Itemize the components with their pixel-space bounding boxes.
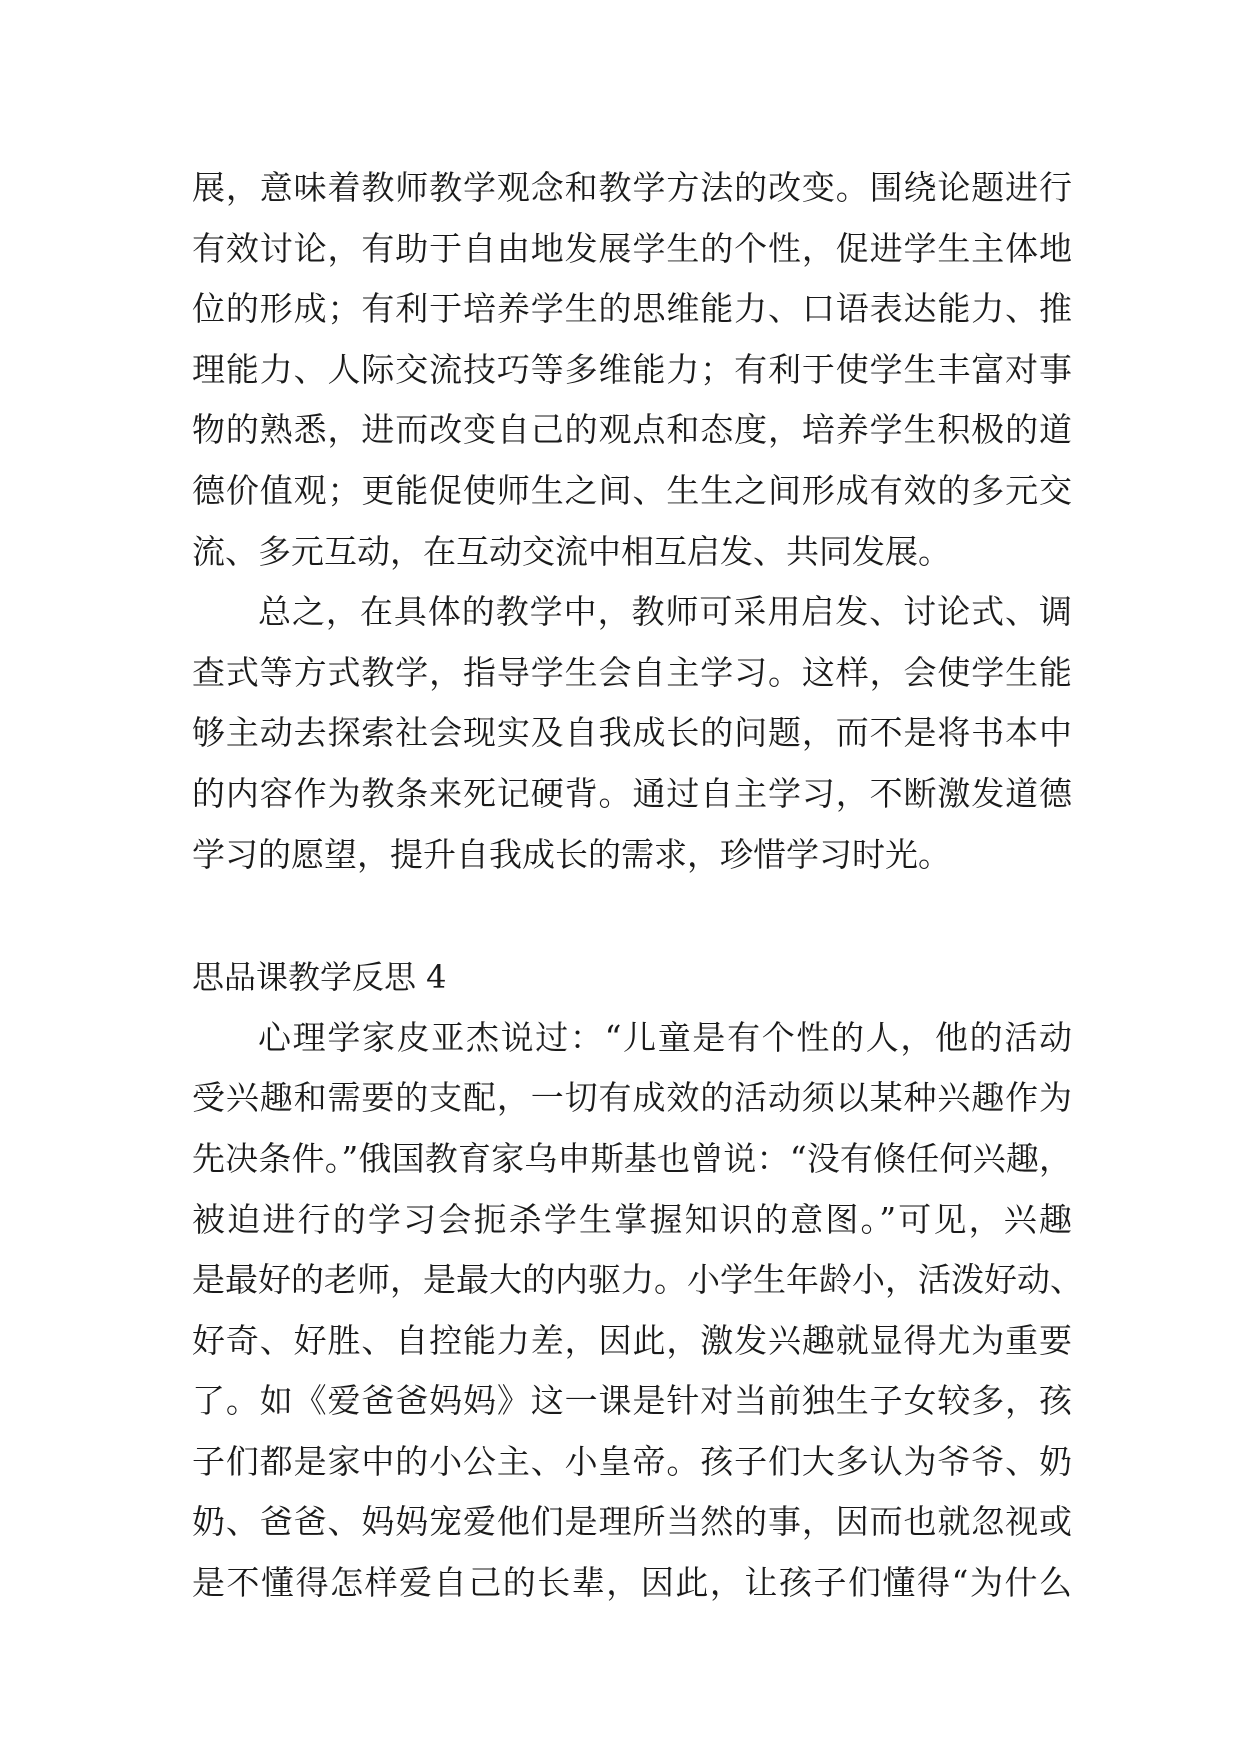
text-line: 心理学家皮亚杰说过：“儿童是有个性的人，他的活动 — [258, 1017, 1072, 1057]
text-line: 先决条件。”俄国教育家乌申斯基也曾说：“没有倏任何兴趣， — [192, 1138, 1072, 1178]
section-heading: 思品课教学反思 4 — [192, 958, 447, 997]
text-line: 有效讨论，有助于自由地发展学生的个性，促进学生主体地 — [192, 228, 1072, 268]
text-line: 德价值观；更能促使师生之间、生生之间形成有效的多元交 — [192, 470, 1072, 510]
text-line: 物的熟悉，进而改变自己的观点和态度，培养学生积极的道 — [192, 410, 1072, 450]
text-line: 总之，在具体的教学中，教师可采用启发、讨论式、调 — [258, 592, 1072, 632]
text-line: 好奇、好胜、自控能力差，因此，激发兴趣就显得尤为重要 — [192, 1320, 1072, 1360]
text-line: 查式等方式教学，指导学生会自主学习。这样，会使学生能 — [192, 652, 1072, 692]
text-line: 理能力、人际交流技巧等多维能力；有利于使学生丰富对事 — [192, 349, 1072, 389]
text-line: 被迫进行的学习会扼杀学生掌握知识的意图。”可见，兴趣 — [192, 1199, 1072, 1239]
text-line: 流、多元互动，在互动交流中相互启发、共同发展。 — [192, 531, 951, 571]
paragraph-1 — [192, 158, 1072, 582]
text-line: 是不懂得怎样爱自己的长辈，因此，让孩子们懂得“为什么 — [192, 1563, 1072, 1603]
text-line: 位的形成；有利于培养学生的思维能力、口语表达能力、推 — [192, 289, 1072, 329]
paragraph-2 — [192, 582, 1072, 885]
text-line: 奶、爸爸、妈妈宠爱他们是理所当然的事，因而也就忽视或 — [192, 1502, 1072, 1542]
text-line: 的内容作为教条来死记硬背。通过自主学习，不断激发道德 — [192, 773, 1072, 813]
text-line: 了。如《爱爸爸妈妈》这一课是针对当前独生子女较多，孩 — [192, 1381, 1072, 1421]
section-spacer — [192, 885, 1072, 947]
text-line: 是最好的老师，是最大的内驱力。小学生年龄小，活泼好动、 — [192, 1260, 1083, 1300]
paragraph-3 — [192, 1008, 1083, 1614]
text-line: 受兴趣和需要的支配，一切有成效的活动须以某种兴趣作为 — [192, 1078, 1072, 1118]
text-line: 够主动去探索社会现实及自我成长的问题，而不是将书本中 — [192, 713, 1072, 753]
text-line: 展，意味着教师教学观念和教学方法的改变。围绕论题进行 — [192, 168, 1072, 207]
text-line: 学习的愿望，提升自我成长的需求，珍惜学习时光。 — [192, 834, 951, 874]
document-body — [192, 158, 1083, 1614]
text-line: 子们都是家中的小公主、小皇帝。孩子们大多认为爷爷、奶 — [192, 1441, 1072, 1481]
